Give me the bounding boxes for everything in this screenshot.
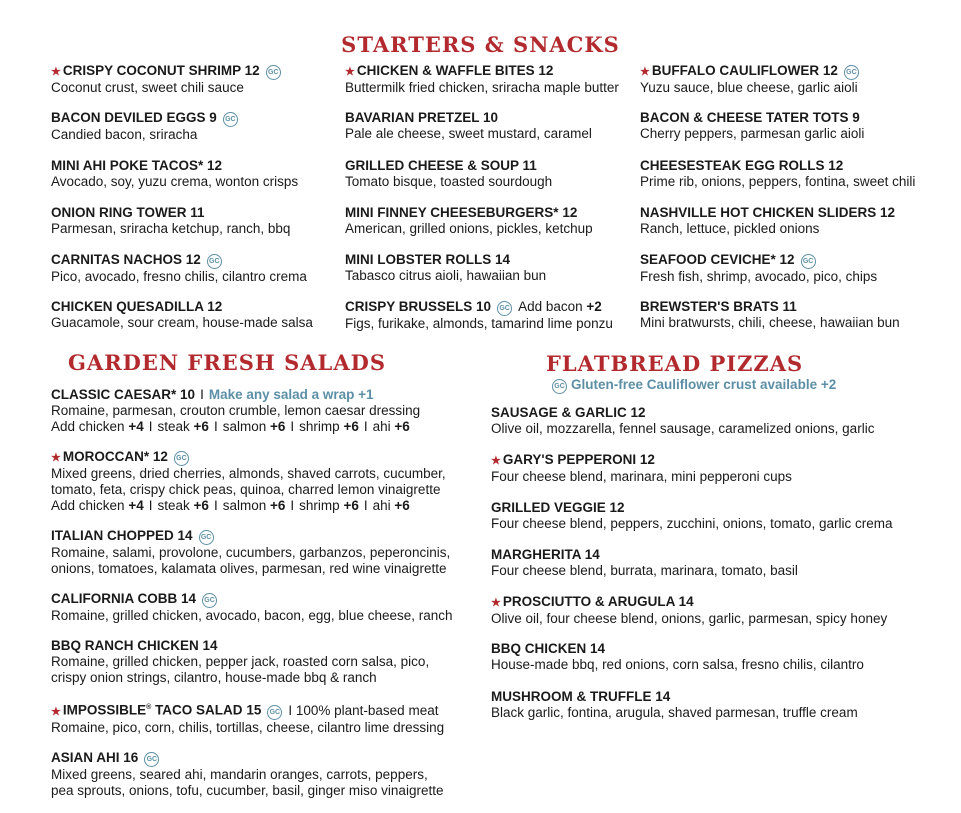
menu-item: [640, 252, 950, 299]
item-price: 14: [181, 591, 197, 606]
item-description: Mini bratwursts, chili, cheese, hawaiian bun: [640, 315, 900, 331]
item-price: 12: [185, 252, 201, 268]
item-name-line: [345, 158, 640, 174]
separator: I: [363, 419, 368, 434]
item-name: GARY'S PEPPERONI: [502, 452, 637, 468]
item-description: Black garlic, fontina, arugula, shaved parmesan, truffle cream: [491, 704, 858, 720]
menu-item: [345, 158, 640, 205]
item-price: 9: [852, 110, 860, 126]
gluten-conscious-icon: GC: [207, 254, 222, 269]
item-price: 12: [207, 157, 223, 173]
addon-price: +6: [270, 498, 286, 513]
item-name: MINI AHI POKE TACOS*: [51, 157, 204, 173]
starters-column-1: [51, 63, 341, 347]
item-name: CHICKEN QUESADILLA: [51, 299, 204, 315]
addon-price: +6: [343, 498, 359, 513]
gluten-conscious-icon: GC: [202, 593, 217, 608]
item-name-line: [51, 750, 481, 767]
addon-price: +4: [128, 419, 144, 434]
item-description: onions, tomatoes, kalamata olives, parmesan, red wine vinaigrette: [51, 561, 447, 576]
item-name: MOROCCAN*: [62, 449, 150, 464]
item-description: Ranch, lettuce, pickled onions: [640, 220, 820, 236]
addon-label: shrimp: [299, 498, 340, 513]
item-name-line: [51, 110, 341, 127]
star-icon: ★: [491, 455, 501, 468]
item-name: BACON & CHEESE TATER TOTS: [640, 110, 849, 126]
item-price: 10: [483, 110, 499, 126]
item-name: ITALIAN CHOPPED: [51, 528, 174, 543]
item-name-line: [640, 110, 950, 126]
item-name-line: [51, 63, 341, 80]
menu-item: [640, 158, 950, 205]
item-name-line: [491, 641, 941, 657]
section-title-salads: GARDEN FRESH SALADS: [68, 350, 386, 375]
item-name-suffix: TACO SALAD: [151, 702, 243, 718]
registered-mark: ®: [146, 704, 152, 711]
item-price: 12: [828, 157, 844, 173]
star-icon: ★: [51, 66, 61, 78]
item-price: 14: [495, 252, 511, 268]
star-icon: ★: [345, 66, 355, 78]
menu-item: [491, 452, 941, 499]
gluten-conscious-icon: GC: [144, 752, 159, 767]
addon-label: salmon: [222, 498, 267, 513]
menu-item: [491, 641, 941, 688]
menu-item: [491, 500, 941, 547]
menu-item: [345, 252, 640, 299]
item-name-line: [640, 299, 950, 315]
item-price: 14: [655, 688, 671, 704]
addon-label: ahi: [372, 419, 391, 434]
item-price: 12: [822, 63, 838, 78]
item-name-line: [640, 205, 950, 221]
menu-item: [491, 547, 941, 594]
addon-label: shrimp: [299, 419, 340, 434]
item-description: Pale ale cheese, sweet mustard, caramel: [345, 126, 592, 142]
gluten-conscious-icon: GC: [267, 705, 282, 720]
item-note: I 100% plant-based meat: [288, 702, 439, 718]
item-name: CRISPY BRUSSELS: [345, 299, 473, 315]
gluten-conscious-icon: GC: [844, 65, 859, 80]
salads-list: [51, 387, 481, 813]
gluten-free-note-text: Gluten-free Cauliflower crust available +2: [571, 377, 837, 392]
item-name-line: [51, 205, 341, 221]
item-description: Four cheese blend, marinara, mini pepperoni cups: [491, 469, 792, 485]
item-price: 14: [678, 594, 694, 610]
star-icon: ★: [491, 597, 501, 610]
gluten-conscious-icon: GC: [801, 254, 816, 269]
menu-item: [345, 299, 640, 346]
item-name: CLASSIC CAESAR*: [51, 387, 177, 402]
addon-label: Add chicken: [51, 498, 125, 513]
item-name: ONION RING TOWER: [51, 204, 187, 220]
addon-label: ahi: [372, 498, 391, 513]
item-description: Olive oil, four cheese blend, onions, garlic, parmesan, spicy honey: [491, 611, 888, 627]
item-description: Cherry peppers, parmesan garlic aioli: [640, 126, 865, 142]
item-name-line: [491, 500, 941, 516]
menu-item: [640, 205, 950, 252]
item-description: Four cheese blend, burrata, marinara, tomato, basil: [491, 562, 798, 578]
item-name-line: [345, 205, 640, 221]
salad-addons: [51, 419, 481, 435]
gluten-conscious-icon: GC: [174, 451, 189, 466]
item-name-line: [491, 405, 941, 421]
item-name-line: [345, 299, 640, 316]
addon-label: steak: [157, 498, 190, 513]
item-price: 11: [782, 299, 797, 315]
item-name: ASIAN AHI: [51, 749, 120, 765]
item-name-line: [640, 252, 950, 269]
item-addon: [518, 299, 602, 314]
addon-price: +6: [270, 419, 286, 434]
item-name-line: [640, 158, 950, 174]
menu-item: [51, 387, 481, 435]
star-icon: ★: [51, 705, 61, 718]
gluten-conscious-icon: GC: [223, 112, 238, 127]
item-name-line: [491, 452, 941, 469]
addon-price: +4: [128, 498, 144, 513]
menu-item: [51, 638, 481, 686]
menu-item: [491, 689, 941, 736]
separator: I: [290, 419, 295, 434]
item-description: tomato, feta, crispy chick peas, quinoa, charred lemon vinaigrette: [51, 482, 441, 497]
item-name: BAVARIAN PRETZEL: [345, 110, 480, 126]
item-price: 12: [562, 204, 578, 220]
item-name-line: [51, 591, 481, 608]
item-name-line: [345, 63, 640, 80]
item-name: CRISPY COCONUT SHRIMP: [62, 63, 241, 78]
gluten-conscious-icon: GC: [497, 301, 512, 316]
addon-price: +6: [394, 419, 410, 434]
item-description: Guacamole, sour cream, house-made salsa: [51, 315, 313, 331]
separator: I: [200, 387, 204, 402]
item-name: SEAFOOD CEVICHE*: [640, 252, 776, 268]
section-title-starters: STARTERS & SNACKS: [341, 32, 620, 57]
item-description: Yuzu sauce, blue cheese, garlic aioli: [640, 80, 858, 95]
item-description: Romaine, parmesan, crouton crumble, lemon caesar dressing: [51, 403, 421, 418]
item-price: 12: [609, 499, 625, 515]
gluten-free-note: [552, 377, 836, 394]
gluten-conscious-icon: GC: [266, 65, 281, 80]
item-description: crispy onion strings, cilantro, house-made bbq & ranch: [51, 670, 377, 685]
item-name: GRILLED VEGGIE: [491, 499, 606, 515]
item-price: 12: [779, 252, 795, 268]
item-price: 11: [190, 204, 205, 220]
item-name: BACON DEVILED EGGS: [51, 110, 206, 126]
item-price: 12: [880, 204, 896, 220]
item-name-line: [491, 547, 941, 563]
item-price: 15: [246, 702, 262, 718]
item-description: Four cheese blend, peppers, zucchini, onions, tomato, garlic crema: [491, 515, 893, 531]
item-price: 14: [202, 638, 218, 653]
item-description: Mixed greens, seared ahi, mandarin oranges, carrots, peppers,: [51, 766, 428, 782]
menu-item: [640, 110, 950, 157]
item-price: 14: [584, 546, 600, 562]
item-name-line: [51, 252, 341, 269]
addon-price: +6: [343, 419, 359, 434]
item-name-line: [345, 252, 640, 268]
addon-label: steak: [157, 419, 190, 434]
item-price: 14: [590, 641, 606, 657]
item-name-line: [345, 110, 640, 126]
item-name: MUSHROOM & TRUFFLE: [491, 688, 652, 704]
addon-label: salmon: [222, 419, 267, 434]
starters-column-2: [345, 63, 640, 347]
item-name: IMPOSSIBLE: [62, 702, 147, 718]
item-price: 11: [522, 157, 537, 173]
menu-item: [51, 449, 481, 514]
menu-item: [51, 750, 481, 799]
separator: I: [290, 498, 295, 513]
menu-item: [491, 594, 941, 641]
item-price: 12: [630, 405, 646, 420]
wrap-note: Make any salad a wrap +1: [208, 387, 374, 402]
item-name: SAUSAGE & GARLIC: [491, 405, 627, 420]
separator: I: [213, 419, 218, 434]
menu-item: [345, 110, 640, 157]
addon-price: +6: [193, 419, 209, 434]
item-name: CALIFORNIA COBB: [51, 591, 178, 606]
item-description: Pico, avocado, fresno chilis, cilantro crema: [51, 269, 307, 285]
item-price: 10: [476, 299, 492, 315]
separator: I: [148, 419, 153, 434]
menu-item: [51, 299, 341, 346]
addon-label: Add chicken: [51, 419, 125, 434]
star-icon: ★: [51, 452, 61, 464]
item-description: Romaine, grilled chicken, avocado, bacon, egg, blue cheese, ranch: [51, 608, 453, 623]
gluten-conscious-icon: GC: [552, 379, 567, 394]
item-description: Olive oil, mozzarella, fennel sausage, caramelized onions, garlic: [491, 421, 875, 436]
starters-column-3: [640, 63, 950, 347]
item-name: GRILLED CHEESE & SOUP: [345, 157, 519, 173]
salad-addons: [51, 498, 481, 514]
item-price: 12: [538, 63, 554, 78]
item-price: 14: [177, 528, 193, 543]
item-name: MINI LOBSTER ROLLS: [345, 252, 492, 268]
item-name: MINI FINNEY CHEESEBURGERS*: [345, 204, 559, 220]
menu-item: [51, 110, 341, 157]
item-description: Candied bacon, sriracha: [51, 127, 198, 143]
item-name-line: [51, 700, 481, 720]
item-price: 9: [209, 110, 217, 126]
item-name: CHICKEN & WAFFLE BITES: [356, 63, 535, 78]
addon-label: Add bacon: [518, 299, 583, 315]
separator: I: [363, 498, 368, 513]
item-description: Romaine, grilled chicken, pepper jack, roasted corn salsa, pico,: [51, 654, 430, 669]
item-name: BUFFALO CAULIFLOWER: [651, 63, 820, 78]
item-name: MARGHERITA: [491, 546, 581, 562]
item-name: CHEESESTEAK EGG ROLLS: [640, 157, 825, 173]
item-description: American, grilled onions, pickles, ketchup: [345, 220, 593, 236]
menu-item: [640, 299, 950, 346]
item-name-line: [51, 528, 481, 545]
addon-price: +6: [394, 498, 410, 513]
item-price: 10: [180, 387, 196, 402]
item-name-line: [491, 689, 941, 705]
item-description: Avocado, soy, yuzu crema, wonton crisps: [51, 173, 299, 189]
item-name-line: [51, 449, 481, 466]
item-description: Buttermilk fried chicken, sriracha maple butter: [345, 80, 619, 95]
item-name-line: [491, 594, 941, 611]
item-name: BBQ RANCH CHICKEN: [51, 638, 199, 653]
menu-item: [345, 205, 640, 252]
item-description: Mixed greens, dried cherries, almonds, shaved carrots, cucumber,: [51, 466, 446, 481]
item-price: 12: [207, 299, 223, 315]
flatbreads-list: [491, 405, 941, 736]
item-description: House-made bbq, red onions, corn salsa, fresno chilis, cilantro: [491, 657, 864, 673]
menu-item: [51, 700, 481, 736]
item-price: 12: [152, 449, 168, 464]
addon-price: +6: [193, 498, 209, 513]
item-description: Fresh fish, shrimp, avocado, pico, chips: [640, 269, 878, 285]
item-description: Tomato bisque, toasted sourdough: [345, 173, 553, 189]
menu-item: [51, 591, 481, 624]
item-price: 12: [639, 452, 655, 468]
item-description: Romaine, salami, provolone, cucumbers, garbanzos, peperoncinis,: [51, 545, 451, 560]
separator: I: [213, 498, 218, 513]
item-description: Figs, furikake, almonds, tamarind lime ponzu: [345, 316, 613, 332]
menu-item: [51, 63, 341, 110]
item-description: Romaine, pico, corn, chilis, tortillas, cheese, cilantro lime dressing: [51, 719, 445, 735]
item-name-line: [51, 638, 481, 654]
item-description: Tabasco citrus aioli, hawaiian bun: [345, 268, 547, 284]
item-name: NASHVILLE HOT CHICKEN SLIDERS: [640, 204, 877, 220]
item-name: BREWSTER'S BRATS: [640, 299, 779, 315]
item-name-line: [51, 158, 341, 174]
menu-item: [640, 63, 950, 110]
item-description: Parmesan, sriracha ketchup, ranch, bbq: [51, 220, 291, 236]
item-price: 12: [244, 63, 260, 78]
menu-item: [51, 528, 481, 577]
addon-price: +2: [586, 299, 602, 315]
star-icon: ★: [640, 66, 650, 78]
item-description: Prime rib, onions, peppers, fontina, sweet chili: [640, 173, 916, 189]
menu-item: [491, 405, 941, 452]
menu-item: [51, 252, 341, 299]
menu-item: [51, 205, 341, 252]
item-description: Coconut crust, sweet chili sauce: [51, 80, 244, 95]
item-description: pea sprouts, onions, tofu, cucumber, basil, ginger miso vinaigrette: [51, 782, 444, 798]
menu-item: [345, 63, 640, 110]
item-price: 16: [123, 749, 139, 765]
item-name: CARNITAS NACHOS: [51, 252, 182, 268]
item-name: PROSCIUTTO & ARUGULA: [502, 594, 675, 610]
item-name-line: [51, 387, 481, 403]
gluten-conscious-icon: GC: [199, 530, 214, 545]
item-name-line: [640, 63, 950, 80]
item-name: BBQ CHICKEN: [491, 641, 587, 657]
menu-item: [51, 158, 341, 205]
item-name-line: [51, 299, 341, 315]
section-title-flatbreads: FLATBREAD PIZZAS: [546, 351, 804, 376]
separator: I: [148, 498, 153, 513]
